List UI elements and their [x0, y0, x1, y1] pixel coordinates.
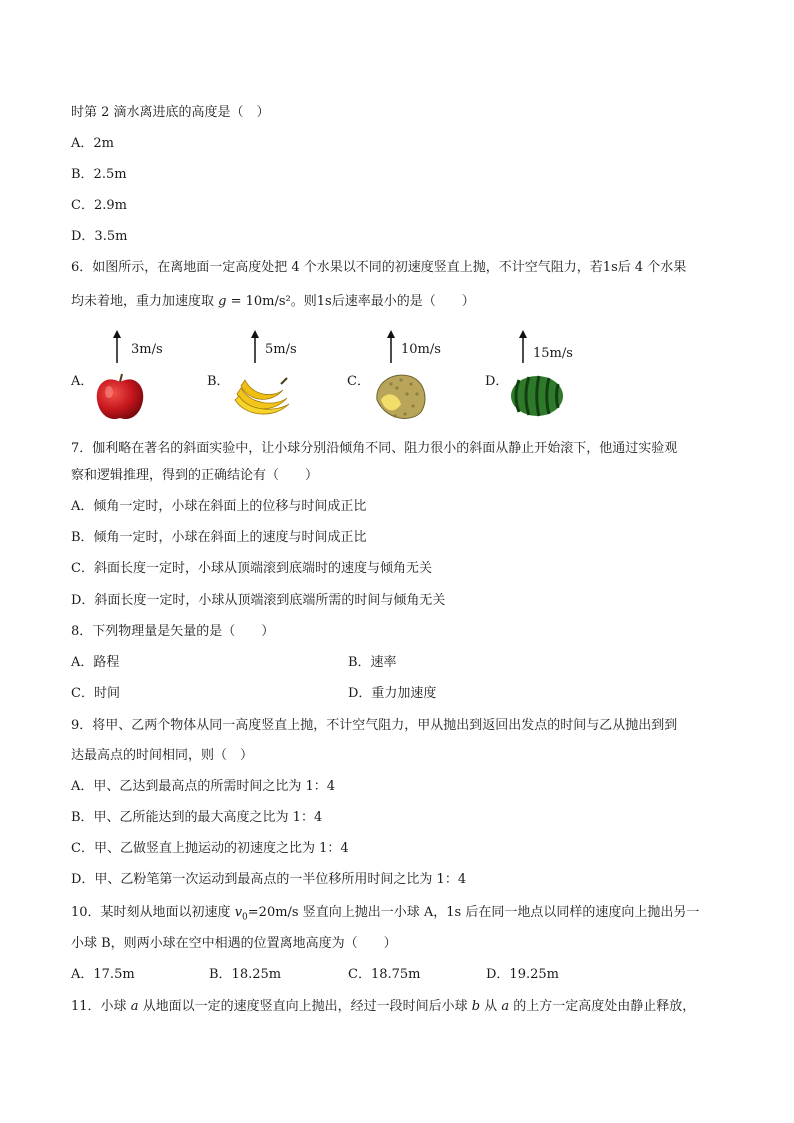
q11-text-2: 从地面以一定的速度竖直向上抛出，经过一段时间后小球: [138, 999, 472, 1014]
q6-text: 均未着地，重力加速度取: [71, 294, 219, 309]
q10-stem-line2: 小球 B，则两小球在空中相遇的位置离地高度为（ ）: [71, 936, 397, 951]
q7-stem-line2: 察和逻辑推理，得到的正确结论有（ ）: [71, 468, 319, 483]
q6-option-d: [485, 330, 605, 425]
q6-stem-line1: 6．如图所示，在离地面一定高度处把 4 个水果以不同的初速度竖直上抛，不计空气阻力，若1s后 4 个水果: [71, 260, 687, 275]
q6-stem-line2: [71, 293, 475, 311]
q9-option-c: C．甲、乙做竖直上抛运动的初速度之比为 1：4: [71, 841, 349, 856]
speed-label: 5m/s: [265, 342, 297, 357]
q6-text-2: = 10m/s²。则1s后速率最小的是（ ）: [226, 294, 475, 309]
banana-icon: [233, 374, 291, 418]
q5-stem-continued: 时第 2 滴水离进底的高度是（ ）: [71, 105, 270, 120]
speed-label: 3m/s: [131, 342, 163, 357]
up-arrow-icon: [249, 330, 261, 364]
q6-option-c: [347, 330, 467, 425]
q10-text-2: =20m/s 竖直向上抛出一小球 A，1s 后在同一地点以同样的速度向上抛出另一: [247, 905, 700, 920]
ball-a-symbol-2: a: [501, 999, 510, 1014]
apple-icon: [93, 372, 147, 422]
option-letter: B．: [207, 374, 230, 389]
q10-option-d: D．19.25m: [486, 967, 559, 982]
q7-option-c: C．斜面长度一定时，小球从顶端滚到底端时的速度与倾角无关: [71, 561, 432, 576]
q7-stem-line1: 7．伽利略在著名的斜面实验中，让小球分别沿倾角不同、阻力很小的斜面从静止开始滚下，他通过实验观: [71, 441, 678, 456]
ball-b-symbol: b: [471, 999, 481, 1014]
q8-option-a: A．路程: [71, 655, 120, 670]
q11-text-3: 从: [480, 999, 502, 1014]
q6-fruit-figure: [71, 330, 631, 425]
q8-option-c: C．时间: [71, 686, 120, 701]
q5-option-d: D．3.5m: [71, 229, 128, 244]
up-arrow-icon: [517, 330, 529, 364]
option-letter: D．: [485, 374, 509, 389]
q9-stem-line2: 达最高点的时间相同，则（ ）: [71, 748, 254, 763]
q8-option-d: D．重力加速度: [348, 686, 437, 701]
speed-label: 10m/s: [401, 342, 441, 357]
q6-option-a: [71, 330, 191, 425]
gravity-symbol: g: [218, 294, 227, 309]
ball-a-symbol: a: [130, 999, 139, 1014]
q6-option-b: [207, 330, 327, 425]
q8-stem: 8．下列物理量是矢量的是（ ）: [71, 624, 275, 639]
q10-option-c: C．18.75m: [348, 967, 421, 982]
velocity-subscript: 0: [242, 912, 248, 923]
option-letter: A．: [71, 374, 94, 389]
q10-option-b: B．18.25m: [209, 967, 282, 982]
q5-option-a: A．2m: [71, 136, 114, 151]
watermelon-icon: [509, 374, 565, 418]
q5-option-b: B．2.5m: [71, 167, 127, 182]
q9-option-d: D．甲、乙粉笔第一次运动到最高点的一半位移所用时间之比为 1：4: [71, 872, 467, 887]
q9-option-b: B．甲、乙所能达到的最大高度之比为 1：4: [71, 810, 323, 825]
option-letter: C．: [347, 374, 370, 389]
q8-option-b: B．速率: [348, 655, 397, 670]
q11-text-4: 的上方一定高度处由静止释放，: [509, 999, 696, 1014]
q5-option-c: C．2.9m: [71, 198, 127, 213]
durian-icon: [371, 370, 431, 422]
up-arrow-icon: [111, 330, 123, 364]
up-arrow-icon: [385, 330, 397, 364]
q10-option-a: A．17.5m: [71, 967, 135, 982]
q10-text: 10．某时刻从地面以初速度: [71, 905, 235, 920]
q7-option-d: D．斜面长度一定时，小球从顶端滚到底端所需的时间与倾角无关: [71, 593, 446, 608]
q7-option-a: A．倾角一定时，小球在斜面上的位移与时间成正比: [71, 499, 367, 514]
velocity-symbol: v: [234, 905, 243, 920]
q10-stem-line1: [71, 904, 699, 927]
q7-option-b: B．倾角一定时，小球在斜面上的速度与时间成正比: [71, 530, 367, 545]
q9-option-a: A．甲、乙达到最高点的所需时间之比为 1：4: [71, 779, 336, 794]
speed-label: 15m/s: [533, 346, 573, 361]
q11-text: 11．小球: [71, 999, 131, 1014]
q11-stem-line1: [71, 998, 695, 1016]
q9-stem-line1: 9．将甲、乙两个物体从同一高度竖直上抛，不计空气阻力，甲从抛出到返回出发点的时间与乙从抛出到到: [71, 718, 678, 733]
